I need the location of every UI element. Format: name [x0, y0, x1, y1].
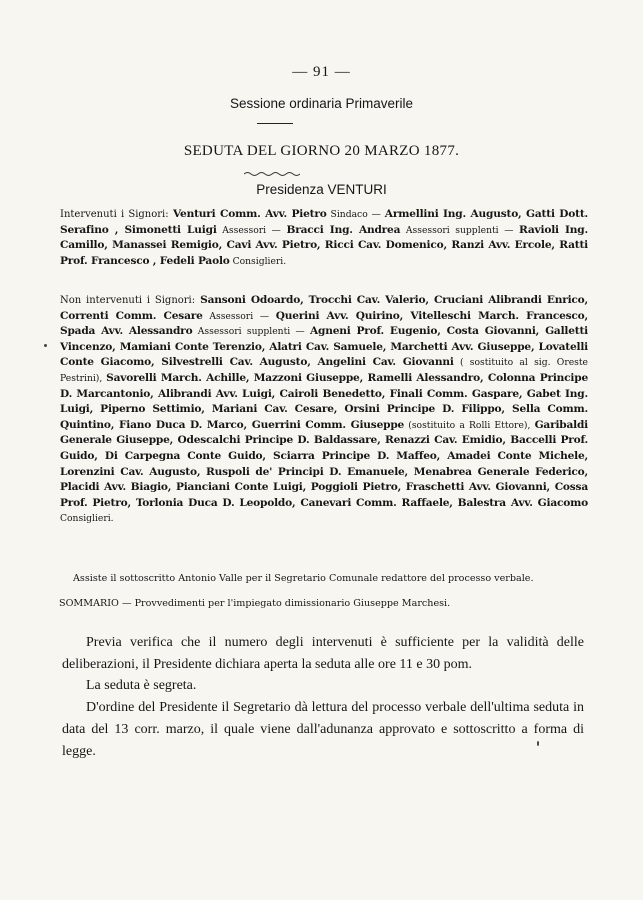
- member-names: Agneni Prof. Eugenio, Costa Giovanni, Galletti Vincenzo, Mamiani Conte Terenzio, Alatri Cav. Samuele, Marchetti Avv. Giuseppe, Lovatelli Conte Giacomo, Silvestrelli Cav. Augusto, Angelini Cav. Giovanni: [60, 325, 588, 369]
- present-heading: Intervenuti i Signori:: [60, 209, 169, 220]
- minutes-body: [62, 632, 584, 762]
- ink-speck: [44, 344, 47, 347]
- seduta-heading: SEDUTA DEL GIORNO 20 MARZO 1877.: [183, 143, 460, 159]
- member-names: Bracci Ing. Andrea: [286, 223, 401, 236]
- paragraph-verifica: Previa verifica che il numero degli intervenuti è sufficiente per la validità delle deliberazioni, il Presidente dichiara aperta la seduta alle ore 11 e 30 pom.: [62, 635, 584, 672]
- role-label: Consiglieri.: [60, 513, 114, 525]
- ink-speck: [537, 741, 539, 746]
- role-label: (sostituito a Rolli Ettore),: [404, 419, 535, 431]
- role-label: Assessori supplenti —: [400, 224, 520, 236]
- member-names: Sansoni Odoardo, Trocchi Cav. Valerio, Cruciani Alibrandi Enrico, Correnti Comm. Cesare: [60, 294, 589, 322]
- divider: [257, 123, 293, 124]
- role-label: Assessori —: [216, 224, 287, 236]
- present-members-paragraph: [60, 207, 588, 269]
- session-title: Sessione ordinaria Primaverile: [229, 96, 414, 111]
- role-label: Assessori —: [202, 310, 276, 322]
- absent-members-paragraph: [60, 293, 588, 527]
- wavy-divider: [244, 171, 300, 177]
- role-label: Assessori supplenti —: [192, 326, 311, 338]
- member-names: Querini Avv. Quirino, Vitelleschi March. Francesco, Spada Avv. Alessandro: [60, 309, 588, 338]
- paragraph-lettura-verbale: D'ordine del Presidente il Segretario dà lettura del processo verbale dell'ultima seduta in data del 13 corr. marzo, il quale viene dall'adunanza approvato e sottoscritto a forma di legge.: [62, 700, 584, 759]
- page-number: — 91 —: [292, 64, 351, 80]
- role-label: Consiglieri.: [229, 255, 287, 267]
- paragraph-seduta-segreta: La seduta è segreta.: [86, 678, 197, 694]
- absent-members-list: [60, 294, 588, 524]
- role-label: ( sostituito al sig. Oreste Pestrini),: [60, 357, 588, 384]
- presidency-heading: Presidenza VENTURI: [256, 182, 387, 197]
- role-label: Sindaco —: [326, 209, 385, 220]
- assiste-note: Assiste il sottoscritto Antonio Valle per il Segretario Comunale redattore del processo verbale.: [73, 573, 534, 584]
- absent-heading: Non intervenuti i Signori:: [60, 295, 196, 306]
- member-names: Ravioli Ing. Camillo, Manassei Remigio, Cavi Avv. Pietro, Ricci Cav. Domenico, Ranzi Avv. Ercole, Ratti Prof. Francesco , Fedeli Paolo: [60, 223, 588, 267]
- member-names: Venturi Comm. Avv. Pietro: [173, 208, 327, 220]
- sommario: SOMMARIO — Provvedimenti per l'impiegato dimissionario Giuseppe Marchesi.: [59, 598, 451, 609]
- member-names: Garibaldi Generale Giuseppe, Odescalchi Principe D. Baldassare, Renazzi Cav. Emidio, Baccelli Prof. Guido, Di Carpegna Conte Guido, Sciarra Principe D. Maffeo, Amadei Conte Michele, Lorenzini Cav. Augusto, Ruspoli de' Principi D. Emanuele, Menabrea Generale Federico, Placidi Avv. Biagio, Pianciani Conte Luigi, Poggioli Pietro, Fraschetti Avv. Giovanni, Cossa Prof. Pietro, Torlonia Duca D. Leopoldo, Canevari Comm. Raffaele, Balestra Avv. Giacomo: [60, 418, 589, 509]
- member-names: Savorelli March. Achille, Mazzoni Giuseppe, Ramelli Alessandro, Colonna Principe D. Marcantonio, Alibrandi Avv. Luigi, Cairoli Benedetto, Finali Comm. Gaspare, Gabet Ing. Luigi, Piperno Settimio, Mariani Cav. Cesare, Orsini Principe D. Filippo, Sella Comm. Quintino, Fiano Duca D. Marco, Guerrini Comm. Giuseppe: [60, 371, 588, 431]
- member-names: Armellini Ing. Augusto, Gatti Dott. Serafino , Simonetti Luigi: [60, 208, 588, 236]
